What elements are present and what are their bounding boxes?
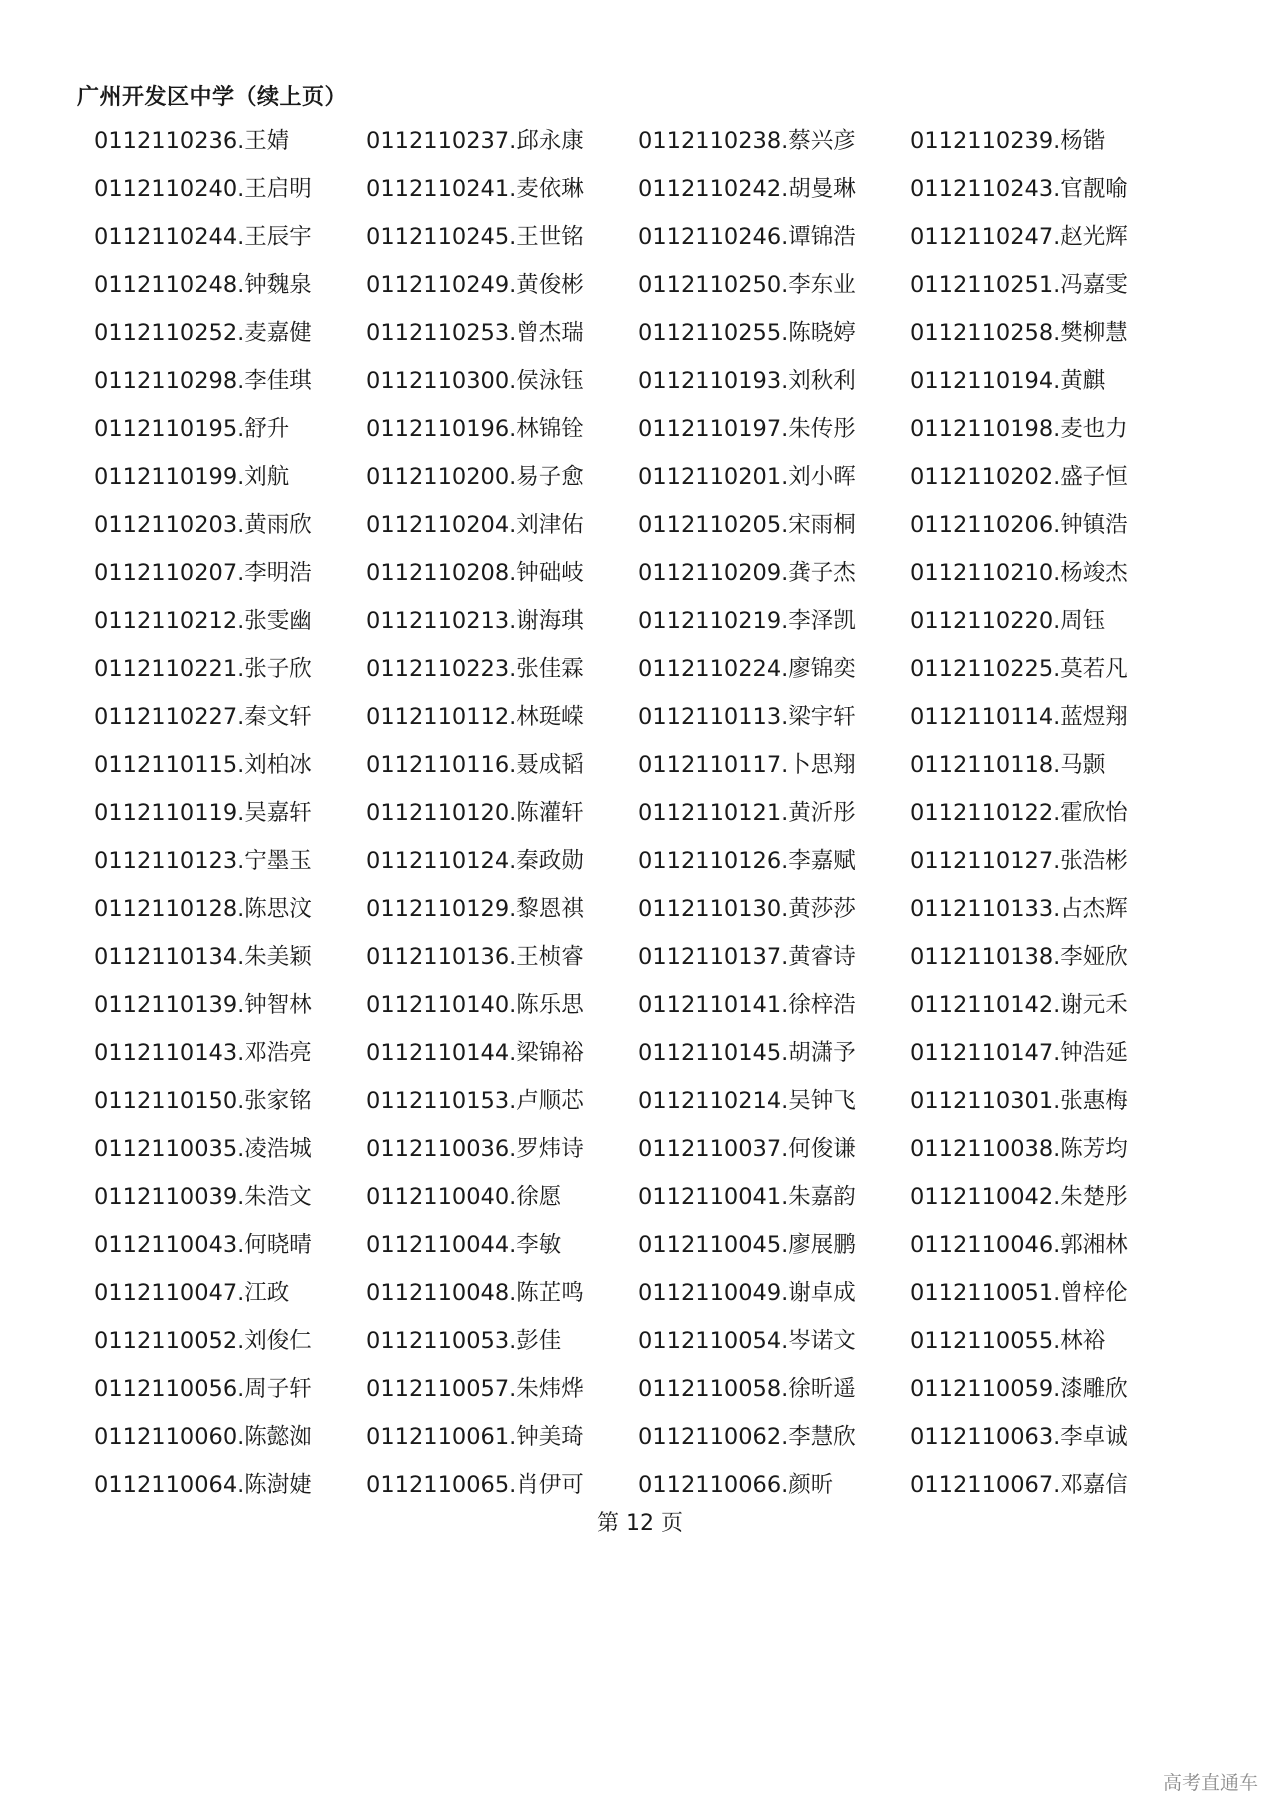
list-item: 0112110249.黄俊彬 — [366, 272, 584, 298]
list-item: 0112110113.梁宇轩 — [638, 704, 856, 730]
list-item: 0112110243.官靓喻 — [910, 176, 1128, 202]
list-item: 0112110227.秦文轩 — [94, 704, 312, 730]
list-item: 0112110298.李佳琪 — [94, 368, 312, 394]
list-item: 0112110208.钟础岐 — [366, 560, 584, 586]
list-item: 0112110121.黄沂彤 — [638, 800, 856, 826]
list-item: 0112110145.胡潇予 — [638, 1040, 856, 1066]
list-item: 0112110120.陈灌轩 — [366, 800, 584, 826]
list-item: 0112110039.朱浩文 — [94, 1184, 312, 1210]
list-item: 0112110049.谢卓成 — [638, 1280, 856, 1306]
list-item: 0112110201.刘小晖 — [638, 464, 856, 490]
list-item: 0112110196.林锦铨 — [366, 416, 584, 442]
list-item: 0112110067.邓嘉信 — [910, 1472, 1128, 1498]
list-item: 0112110150.张家铭 — [94, 1088, 312, 1114]
list-item: 0112110147.钟浩延 — [910, 1040, 1128, 1066]
list-item: 0112110239.杨锴 — [910, 128, 1106, 154]
list-item: 0112110122.霍欣怡 — [910, 800, 1128, 826]
list-item: 0112110142.谢元禾 — [910, 992, 1128, 1018]
list-item: 0112110143.邓浩亮 — [94, 1040, 312, 1066]
list-item: 0112110246.谭锦浩 — [638, 224, 856, 250]
list-item: 0112110138.李娅欣 — [910, 944, 1128, 970]
list-item: 0112110048.陈芷鸣 — [366, 1280, 584, 1306]
list-item: 0112110206.钟镇浩 — [910, 512, 1128, 538]
section-title: 广州开发区中学（续上页） — [77, 85, 348, 110]
list-item: 0112110059.漆雕欣 — [910, 1376, 1128, 1402]
list-item: 0112110046.郭湘林 — [910, 1232, 1128, 1258]
watermark: 高考直通车 — [1162, 1772, 1258, 1794]
list-item: 0112110124.秦政勋 — [366, 848, 584, 874]
list-item: 0112110236.王婧 — [94, 128, 290, 154]
list-item: 0112110225.莫若凡 — [910, 656, 1128, 682]
list-item: 0112110242.胡曼琳 — [638, 176, 856, 202]
list-item: 0112110200.易子愈 — [366, 464, 584, 490]
list-item: 0112110251.冯嘉雯 — [910, 272, 1128, 298]
list-item: 0112110247.赵光辉 — [910, 224, 1128, 250]
list-item: 0112110213.谢海琪 — [366, 608, 584, 634]
list-item: 0112110250.李东业 — [638, 272, 856, 298]
list-item: 0112110038.陈芳均 — [910, 1136, 1128, 1162]
list-item: 0112110255.陈晓婷 — [638, 320, 856, 346]
list-item: 0112110130.黄莎莎 — [638, 896, 856, 922]
list-item: 0112110204.刘津佑 — [366, 512, 584, 538]
list-item: 0112110055.林裕 — [910, 1328, 1106, 1354]
list-item: 0112110301.张惠梅 — [910, 1088, 1128, 1114]
list-item: 0112110060.陈懿洳 — [94, 1424, 312, 1450]
list-item: 0112110040.徐愿 — [366, 1184, 562, 1210]
list-item: 0112110037.何俊谦 — [638, 1136, 856, 1162]
list-item: 0112110223.张佳霖 — [366, 656, 584, 682]
list-item: 0112110062.李慧欣 — [638, 1424, 856, 1450]
list-item: 0112110123.宁墨玉 — [94, 848, 312, 874]
list-item: 0112110043.何晓晴 — [94, 1232, 312, 1258]
list-item: 0112110137.黄睿诗 — [638, 944, 856, 970]
list-item: 0112110116.聂成韬 — [366, 752, 584, 778]
list-item: 0112110129.黎恩祺 — [366, 896, 584, 922]
list-item: 0112110212.张雯幽 — [94, 608, 312, 634]
list-item: 0112110221.张子欣 — [94, 656, 312, 682]
list-item: 0112110133.占杰辉 — [910, 896, 1128, 922]
list-item: 0112110258.樊柳慧 — [910, 320, 1128, 346]
list-item: 0112110252.麦嘉健 — [94, 320, 312, 346]
list-item: 0112110117.卜思翔 — [638, 752, 856, 778]
list-item: 0112110045.廖展鹏 — [638, 1232, 856, 1258]
list-item: 0112110205.宋雨桐 — [638, 512, 856, 538]
list-item: 0112110219.李泽凯 — [638, 608, 856, 634]
list-item: 0112110199.刘航 — [94, 464, 290, 490]
list-item: 0112110115.刘柏冰 — [94, 752, 312, 778]
list-item: 0112110209.龚子杰 — [638, 560, 856, 586]
student-list — [94, 117, 1182, 1509]
list-item: 0112110153.卢顺芯 — [366, 1088, 584, 1114]
list-item: 0112110245.王世铭 — [366, 224, 584, 250]
list-item: 0112110207.李明浩 — [94, 560, 312, 586]
list-item: 0112110041.朱嘉韵 — [638, 1184, 856, 1210]
list-item: 0112110136.王桢睿 — [366, 944, 584, 970]
list-item: 0112110134.朱美颖 — [94, 944, 312, 970]
list-item: 0112110197.朱传彤 — [638, 416, 856, 442]
list-item: 0112110253.曾杰瑞 — [366, 320, 584, 346]
list-item: 0112110127.张浩彬 — [910, 848, 1128, 874]
list-item: 0112110224.廖锦奕 — [638, 656, 856, 682]
list-item: 0112110126.李嘉赋 — [638, 848, 856, 874]
list-item: 0112110114.蓝煜翔 — [910, 704, 1128, 730]
list-item: 0112110063.李卓诚 — [910, 1424, 1128, 1450]
list-item: 0112110144.梁锦裕 — [366, 1040, 584, 1066]
list-item: 0112110240.王启明 — [94, 176, 312, 202]
page-number: 第 12 页 — [597, 1511, 683, 1536]
list-item: 0112110220.周钰 — [910, 608, 1106, 634]
list-item: 0112110248.钟魏泉 — [94, 272, 312, 298]
list-item: 0112110036.罗炜诗 — [366, 1136, 584, 1162]
list-item: 0112110058.徐昕遥 — [638, 1376, 856, 1402]
list-item: 0112110139.钟智林 — [94, 992, 312, 1018]
list-item: 0112110052.刘俊仁 — [94, 1328, 312, 1354]
list-item: 0112110202.盛子恒 — [910, 464, 1128, 490]
list-item: 0112110237.邱永康 — [366, 128, 584, 154]
list-item: 0112110193.刘秋利 — [638, 368, 856, 394]
list-item: 0112110119.吴嘉轩 — [94, 800, 312, 826]
list-item: 0112110244.王辰宇 — [94, 224, 312, 250]
list-item: 0112110118.马颢 — [910, 752, 1106, 778]
list-item: 0112110140.陈乐思 — [366, 992, 584, 1018]
list-item: 0112110061.钟美琦 — [366, 1424, 584, 1450]
list-item: 0112110056.周子轩 — [94, 1376, 312, 1402]
list-item: 0112110203.黄雨欣 — [94, 512, 312, 538]
list-item: 0112110047.江政 — [94, 1280, 290, 1306]
list-item: 0112110054.岑诺文 — [638, 1328, 856, 1354]
list-item: 0112110300.侯泳钰 — [366, 368, 584, 394]
list-item: 0112110053.彭佳 — [366, 1328, 562, 1354]
list-item: 0112110044.李敏 — [366, 1232, 562, 1258]
list-item: 0112110057.朱炜烨 — [366, 1376, 584, 1402]
list-item: 0112110141.徐梓浩 — [638, 992, 856, 1018]
list-item: 0112110210.杨竣杰 — [910, 560, 1128, 586]
list-item: 0112110128.陈思汶 — [94, 896, 312, 922]
list-item: 0112110214.吴钟飞 — [638, 1088, 856, 1114]
list-item: 0112110035.凌浩城 — [94, 1136, 312, 1162]
list-item: 0112110198.麦也力 — [910, 416, 1128, 442]
list-item: 0112110238.蔡兴彦 — [638, 128, 856, 154]
list-item: 0112110066.颜昕 — [638, 1472, 834, 1498]
list-item: 0112110042.朱楚彤 — [910, 1184, 1128, 1210]
list-item: 0112110241.麦依琳 — [366, 176, 584, 202]
list-item: 0112110065.肖伊可 — [366, 1472, 584, 1498]
list-item: 0112110112.林珽嵘 — [366, 704, 584, 730]
list-item: 0112110195.舒升 — [94, 416, 290, 442]
list-item: 0112110064.陈澍婕 — [94, 1472, 312, 1498]
list-item: 0112110051.曾梓伦 — [910, 1280, 1128, 1306]
list-item: 0112110194.黄麒 — [910, 368, 1106, 394]
